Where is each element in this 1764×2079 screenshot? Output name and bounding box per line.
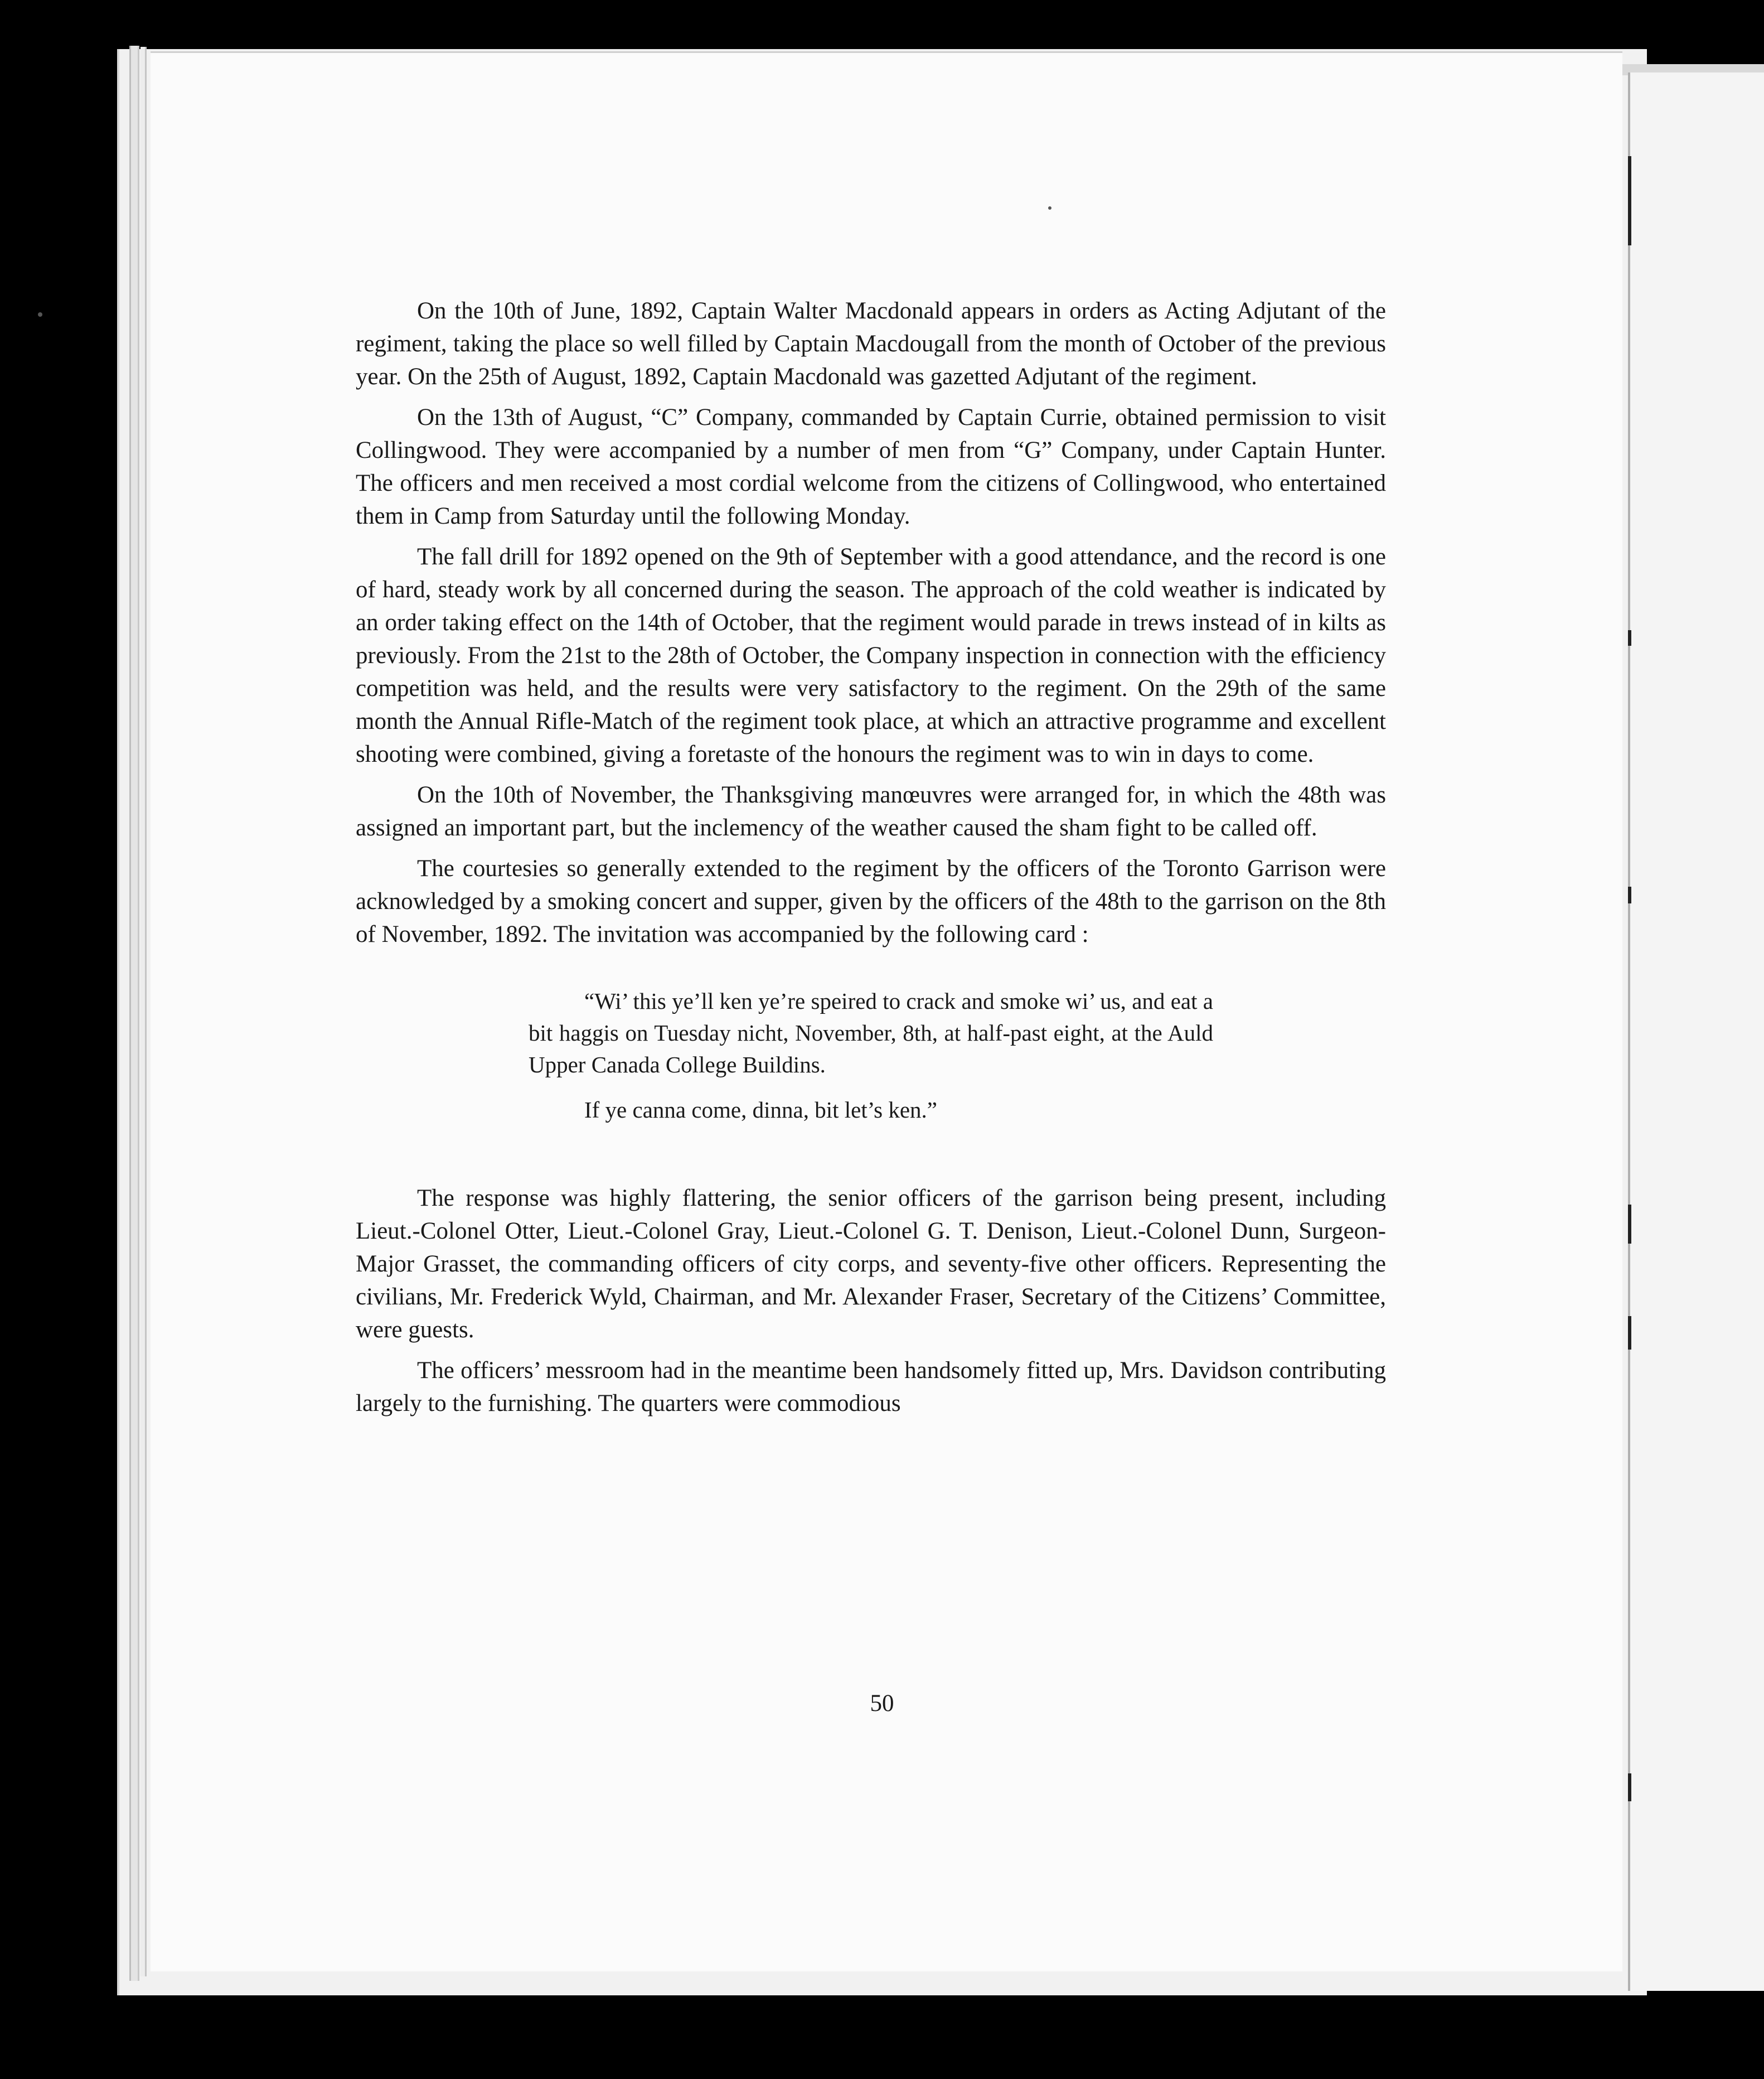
paragraph-7: The officers’ messroom had in the meantime been handsomely fitted up, Mrs. Davidson contributing largely to the furnishing. The quarters were commodious — [356, 1357, 1386, 1416]
binding-mark — [1628, 630, 1631, 646]
scan-speck — [38, 312, 42, 317]
binding-mark — [1628, 1316, 1631, 1350]
binding-mark — [1628, 887, 1631, 903]
paragraph-6: The response was highly flattering, the senior officers of the garrison being present, including Lieut.-Colonel Otter, Lieut.-Colonel Gray, Lieut.-Colonel G. T. Denison, Lieut.-Colonel Dunn, Surgeon-Major Grasset, the commanding officers of city corps, and seventy-five other officers. Representing the civilians, Mr. Frederick Wyld, Chairman, and Mr. Alexander Fraser, Secretary of the Citizens’ Committee, were guests. — [356, 1185, 1386, 1343]
binding-mark — [1628, 1773, 1631, 1801]
paragraph-1: On the 10th of June, 1892, Captain Walter Macdonald appears in orders as Acting Adjutant of the regiment, taking the place so well filled by Captain Macdougall from the month of October of the previous year. On the 25th of August, 1892, Captain Macdonald was gazetted Adjutant of the regiment. — [356, 298, 1386, 390]
scan-speck — [1048, 206, 1051, 210]
invitation-card-quote — [529, 985, 1213, 1126]
paragraph-4: On the 10th of November, the Thanksgiving manœuvres were arranged for, in which the 48th was assigned an important part, but the inclemency of the weather caused the sham fight to be called off. — [356, 782, 1386, 841]
paragraph-5: The courtesies so generally extended to the regiment by the officers of the Toronto Garrison were acknowledged by a smoking concert and supper, given by the officers of the 48th to the garrison on the 8th of November, 1892. The invitation was accompanied by the following card : — [356, 855, 1386, 947]
paragraph-2: On the 13th of August, “C” Company, commanded by Captain Currie, obtained permission to visit Collingwood. They were accompanied by a number of men from “G” Company, under Captain Hunter. The officers and men received a most cordial welcome from the citizens of Collingwood, who entertained them in Camp from Saturday until the following Monday. — [356, 404, 1386, 529]
quote-line-1: “Wi’ this ye’ll ken ye’re speired to crack and smoke wi’ us, and eat a bit haggis on Tuesday nicht, November, 8th, at half-past eight, at the Auld Upper Canada College Buildins. — [529, 988, 1213, 1077]
quote-line-2: If ye canna come, dinna, bit let’s ken.” — [584, 1097, 937, 1123]
binding-mark — [1628, 156, 1631, 245]
binding-mark — [1628, 1205, 1631, 1244]
body-text — [356, 294, 1386, 1428]
page-stack-edge-inner — [140, 47, 147, 1976]
page-number: 50 — [870, 1690, 894, 1717]
paragraph-3: The fall drill for 1892 opened on the 9th of September with a good attendance, and the record is one of hard, steady work by all concerned during the season. The approach of the cold weather is indicated by an order taking effect on the 14th of October, that the regiment would parade in trews instead of in kilts as previously. From the 21st to the 28th of October, the Company inspection in connection with the efficiency competition was held, and the results were very satisfactory to the regiment. On the 29th of the same month the Annual Rifle-Match of the regiment took place, at which an attractive programme and excellent shooting were combined, giving a foretaste of the honours the regiment was to win in days to come. — [356, 544, 1386, 767]
